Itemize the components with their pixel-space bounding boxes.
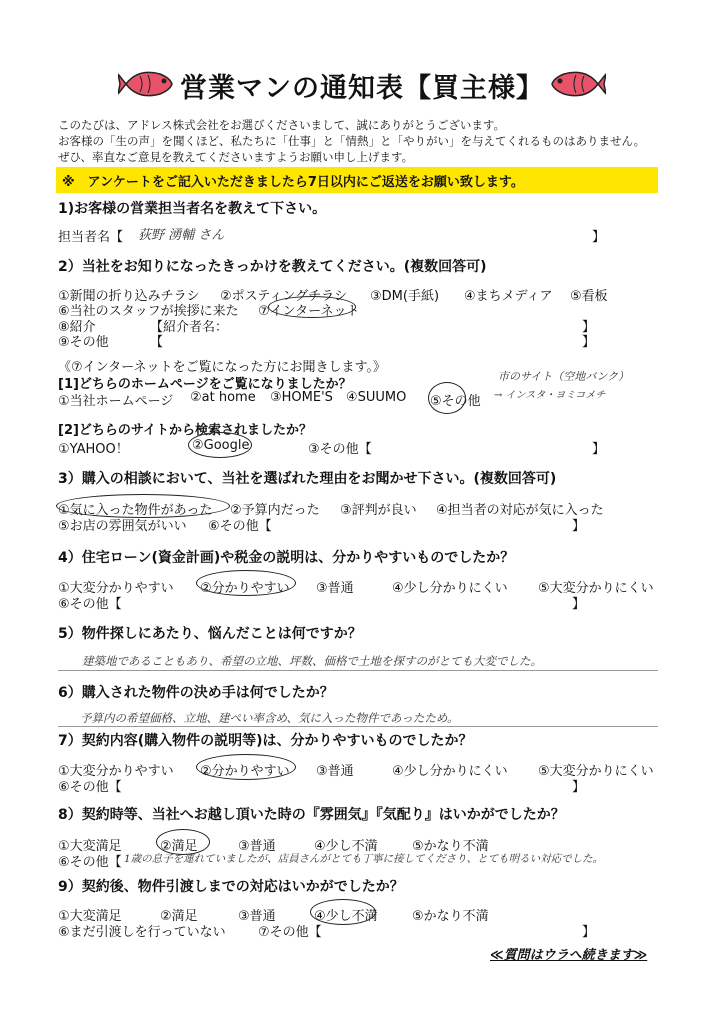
q4-option-1[interactable]: ①大変分かりやすい xyxy=(58,581,174,596)
q9-close: 】 xyxy=(582,925,596,940)
q2-option-7[interactable]: ⑦インターネット xyxy=(258,304,360,319)
notice-banner xyxy=(56,167,658,193)
q2-sub1-option-1[interactable]: ①当社ホームページ xyxy=(58,394,174,409)
q2-sub1-option-5[interactable]: ⑤その他 xyxy=(430,394,481,409)
q2-question: 2）当社をお知りになったきっかけを教えてください。(複数回答可) xyxy=(58,259,487,275)
q4-option-4[interactable]: ④少し分かりにくい xyxy=(392,581,508,596)
q2-option-3[interactable]: ③DM(手紙) xyxy=(370,289,440,304)
q2-sub1-note-1: 市のサイト（空地バンク） xyxy=(498,370,630,383)
q2-referral-label: 【紹介者名： xyxy=(150,320,229,335)
q2-option-7-circle xyxy=(268,296,356,318)
q7-option-6[interactable]: ⑥その他【 xyxy=(58,780,122,795)
q2-sub2-option-2[interactable]: ②Google xyxy=(192,438,250,453)
q9-option-6[interactable]: ⑥まだ引渡しを行っていない xyxy=(58,925,226,940)
q8-answer[interactable]: 1歳の息子を連れていましたが、店員さんがとても丁寧に接してくださり、とても明るい対応でした。 xyxy=(124,853,604,865)
q5-answer-line xyxy=(58,670,658,671)
intro-line-2: お客様の「生の声」を聞くほど、私たちに「仕事」と「情熱」と「やりがい」を与えてくれるものはありません。 xyxy=(58,134,646,148)
q2-option-8[interactable]: ⑧紹介 xyxy=(58,320,96,335)
q4-option-2-circle xyxy=(196,570,296,596)
q7-question: 7）契約内容(購入物件の説明等)は、分かりやすいものでしたか？ xyxy=(58,733,473,749)
fish-icon-right xyxy=(546,64,606,104)
q1-question: 1)お客様の営業担当者名を教えて下さい。 xyxy=(58,201,327,217)
q3-option-2[interactable]: ②予算内だった xyxy=(230,503,320,518)
q7-close: 】 xyxy=(572,780,586,795)
q7-option-1[interactable]: ①大変分かりやすい xyxy=(58,764,174,779)
q2-sub1-option-2[interactable]: ②at home xyxy=(190,390,256,405)
q7-option-3[interactable]: ③普通 xyxy=(316,764,354,779)
q2-option-1[interactable]: ①新聞の折り込みチラシ xyxy=(58,289,200,304)
continue-note: ≪質問はウラへ続きます≫ xyxy=(490,948,648,963)
q3-option-4[interactable]: ④担当者の対応が気に入った xyxy=(436,503,604,518)
q8-option-3[interactable]: ③普通 xyxy=(238,839,276,854)
q9-option-7[interactable]: ⑦その他【 xyxy=(258,925,322,940)
q2-sub2-option-3[interactable]: ③その他【 xyxy=(308,442,372,457)
q5-question: 5）物件探しにあたり、悩んだことは何ですか？ xyxy=(58,626,362,642)
q8-option-6[interactable]: ⑥その他【 xyxy=(58,855,122,870)
q8-question: 8）契約時等、当社へお越し頂いた時の『雰囲気』『気配り』はいかがでしたか？ xyxy=(58,807,565,823)
q4-option-6[interactable]: ⑥その他【 xyxy=(58,597,122,612)
q2-sub2-option-2-circle xyxy=(188,432,252,458)
q2-sub2-close: 】 xyxy=(592,442,606,457)
q4-option-2[interactable]: ②分かりやすい xyxy=(200,581,290,596)
q3-question: 3）購入の相談において、当社を選ばれた理由をお聞かせ下さい。(複数回答可) xyxy=(58,471,557,487)
q2-option-5[interactable]: ⑤看板 xyxy=(570,289,608,304)
q3-option-3[interactable]: ③評判が良い xyxy=(340,503,417,518)
q9-option-4[interactable]: ④少し不満 xyxy=(314,909,378,924)
q6-answer[interactable]: 予算内の希望価格、立地、建ぺい率含め、気に入った物件であったため。 xyxy=(80,711,459,725)
q2-option-9[interactable]: ⑨その他 xyxy=(58,335,109,350)
q8-option-5[interactable]: ⑤かなり不満 xyxy=(412,839,489,854)
q9-option-1[interactable]: ①大変満足 xyxy=(58,909,122,924)
q9-option-5[interactable]: ⑤かなり不満 xyxy=(412,909,489,924)
q2-sub1-question: [1]どちらのホームページをご覧になりましたか？ xyxy=(58,377,352,392)
q2-option-6[interactable]: ⑥当社のスタッフが挨拶に来た xyxy=(58,304,239,319)
q3-option-6[interactable]: ⑥その他【 xyxy=(208,519,272,534)
page-title: 営業マンの通知表【買主様】 xyxy=(180,73,544,104)
q2-sub1-note-2: → インスタ・ヨミコメチ xyxy=(494,390,606,401)
q2-option-4[interactable]: ④まちメディア xyxy=(464,289,553,304)
intro-line-3: ぜひ、率直なご意見を教えてくださいますようお願い申し上げます。 xyxy=(58,150,414,164)
q3-close: 】 xyxy=(572,519,586,534)
q2-other-open: 【 xyxy=(150,335,164,350)
q8-option-1[interactable]: ①大変満足 xyxy=(58,839,122,854)
q4-option-5[interactable]: ⑤大変分かりにくい xyxy=(538,581,654,596)
q6-question: 6）購入された物件の決め手は何でしたか？ xyxy=(58,685,334,701)
q9-option-3[interactable]: ③普通 xyxy=(238,909,276,924)
q4-option-3[interactable]: ③普通 xyxy=(316,581,354,596)
q7-option-5[interactable]: ⑤大変分かりにくい xyxy=(538,764,654,779)
q2-sub1-option-4[interactable]: ④SUUMO xyxy=(346,390,407,405)
q2-internet-heading: 《⑦インターネットをご覧になった方にお聞きします。》 xyxy=(58,360,386,375)
q4-close: 】 xyxy=(572,597,586,612)
q7-option-2[interactable]: ②分かりやすい xyxy=(200,764,290,779)
q7-option-4[interactable]: ④少し分かりにくい xyxy=(392,764,508,779)
notice-text: ※ アンケートをご記入いただきましたら7日以内にご返送をお願い致します。 xyxy=(62,175,524,190)
q7-option-2-circle xyxy=(196,754,296,780)
q2-other-close: 】 xyxy=(582,335,596,350)
q1-close: 】 xyxy=(592,230,606,245)
q3-option-1[interactable]: ①気に入った物件があった xyxy=(58,503,213,518)
q1-label: 担当者名【 xyxy=(58,230,124,245)
q9-option-2[interactable]: ②満足 xyxy=(160,909,198,924)
q6-answer-line xyxy=(58,726,658,727)
q8-option-4[interactable]: ④少し不満 xyxy=(314,839,378,854)
q9-question: 9）契約後、物件引渡しまでの対応はいかがでしたか？ xyxy=(58,879,404,895)
q2-referral-close: 】 xyxy=(582,320,596,335)
q3-option-5[interactable]: ⑤お店の雰囲気がいい xyxy=(58,519,187,534)
q4-question: 4）住宅ローン(資金計画)や税金の説明は、分かりやすいものでしたか？ xyxy=(58,550,515,566)
q5-answer[interactable]: 建築地であることもあり、希望の立地、坪数、価格で土地を探すのがとても大変でした。 xyxy=(82,654,542,668)
q2-option-2[interactable]: ②ポスティングチラシ xyxy=(220,289,348,304)
q2-sub1-option-5-circle xyxy=(428,382,466,414)
q1-answer[interactable]: 荻野 湧輔 さん xyxy=(138,228,225,243)
q2-sub1-option-3[interactable]: ③HOME'S xyxy=(270,390,333,405)
intro-line-1: このたびは、アドレス株式会社をお選びくださいまして、誠にありがとうございます。 xyxy=(58,118,506,132)
q2-sub2-question: [2]どちらのサイトから検索されましたか？ xyxy=(58,423,313,438)
q2-sub2-option-1[interactable]: ①YAHOO！ xyxy=(58,442,129,457)
q8-option-2[interactable]: ②満足 xyxy=(160,839,198,854)
